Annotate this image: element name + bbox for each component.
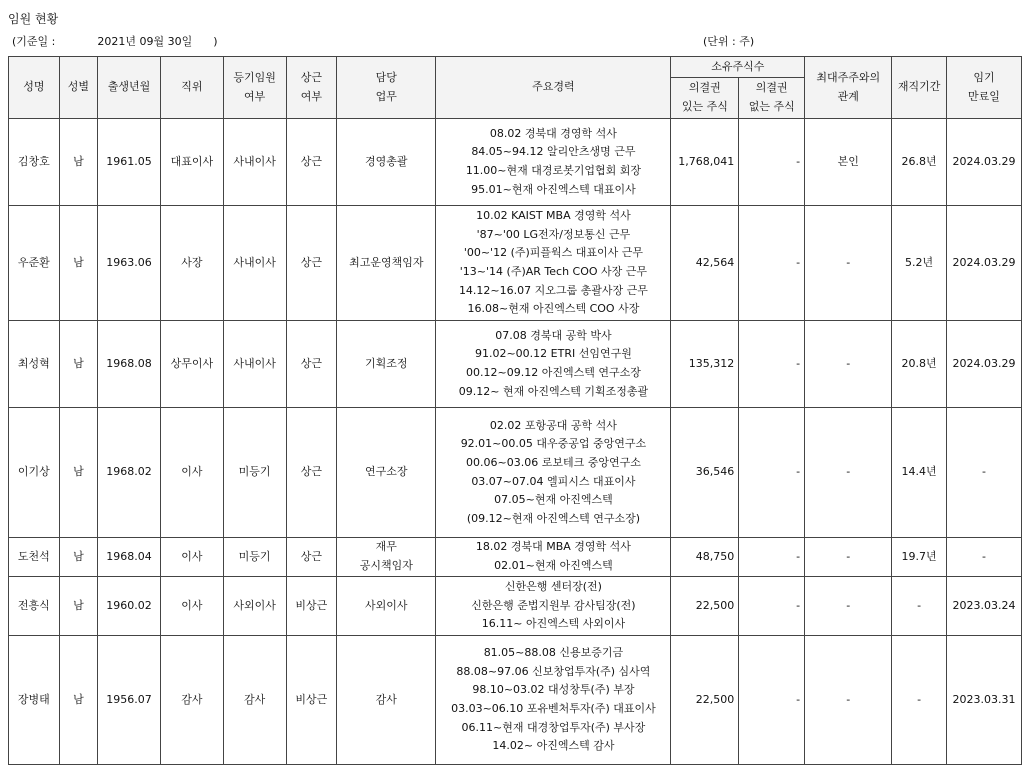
career-line: 84.05~94.12 알리안츠생명 근무	[471, 145, 636, 159]
career-line: 07.08 경북대 공학 박사	[495, 328, 612, 342]
cell-position: 이사	[160, 408, 223, 538]
cell-voting: 48,750	[671, 538, 739, 577]
career-line: 10.02 KAIST MBA 경영학 석사	[476, 209, 631, 223]
cell-nonvoting: -	[739, 408, 805, 538]
cell-fulltime: 상근	[286, 206, 337, 321]
cell-birth: 1963.06	[98, 206, 161, 321]
cell-duty	[337, 577, 436, 636]
cell-voting: 22,500	[671, 636, 739, 765]
basis-label: (기준일 :	[12, 35, 56, 48]
career-line: 07.05~현재 아진엑스텍	[494, 493, 613, 507]
cell-term-end: 2024.03.29	[946, 119, 1021, 206]
career-line: (09.12~현재 아진엑스텍 연구소장)	[466, 511, 640, 525]
career-line: 14.12~16.07 지오그룹 총괄사장 근무	[458, 283, 648, 297]
duty-line: 공시책임자	[359, 559, 413, 572]
cell-duty	[337, 321, 436, 408]
table-row	[9, 321, 1022, 408]
cell-name: 우준환	[9, 206, 60, 321]
career-line: 95.01~현재 아진엑스텍 대표이사	[471, 182, 636, 196]
header-registered: 등기임원 여부	[223, 57, 286, 119]
basis-date: 2021년 09월 30일	[97, 35, 193, 48]
cell-tenure: 19.7년	[892, 538, 947, 577]
table-body	[9, 119, 1022, 765]
cell-registered: 사외이사	[223, 577, 286, 636]
table-row	[9, 119, 1022, 206]
table-row	[9, 206, 1022, 321]
cell-birth: 1961.05	[98, 119, 161, 206]
duty-line: 감사	[375, 692, 397, 706]
cell-career	[436, 408, 671, 538]
basis-date-line	[12, 33, 217, 49]
cell-registered: 사내이사	[223, 206, 286, 321]
cell-duty	[337, 206, 436, 321]
cell-term-end: 2023.03.31	[946, 636, 1021, 765]
cell-name: 장병태	[9, 636, 60, 765]
cell-duty	[337, 636, 436, 765]
duty-line: 최고운영책임자	[349, 255, 424, 269]
cell-relation: 본인	[805, 119, 892, 206]
career-line: 91.02~00.12 ETRI 선임연구원	[474, 347, 632, 361]
cell-birth: 1968.08	[98, 321, 161, 408]
cell-career	[436, 119, 671, 206]
duty-line: 기획조정	[365, 356, 408, 370]
cell-nonvoting: -	[739, 321, 805, 408]
cell-career	[436, 206, 671, 321]
cell-registered: 사내이사	[223, 119, 286, 206]
header-term-end: 임기 만료일	[946, 57, 1021, 119]
cell-term-end: 2023.03.24	[946, 577, 1021, 636]
cell-relation: -	[805, 408, 892, 538]
cell-position: 이사	[160, 577, 223, 636]
unit-label: (단위 : 주)	[703, 35, 755, 48]
table-row	[9, 577, 1022, 636]
cell-gender: 남	[59, 119, 97, 206]
cell-birth: 1960.02	[98, 577, 161, 636]
career-line: 03.03~06.10 포유벤처투자(주) 대표이사	[451, 702, 656, 715]
table-row	[9, 538, 1022, 577]
career-line: 03.07~07.04 엘피시스 대표이사	[471, 474, 636, 488]
career-line: 18.02 경북대 MBA 경영학 석사	[475, 540, 631, 554]
header-career: 주요경력	[436, 57, 671, 119]
cell-gender: 남	[59, 321, 97, 408]
header-nonvoting-shares: 의결권 없는 주식	[739, 78, 805, 119]
cell-tenure: 5.2년	[892, 206, 947, 321]
cell-career	[436, 538, 671, 577]
cell-nonvoting: -	[739, 577, 805, 636]
cell-duty	[337, 538, 436, 577]
cell-term-end: -	[946, 408, 1021, 538]
header-gender: 성별	[59, 57, 97, 119]
career-line: 16.11~ 아진엑스텍 사외이사	[481, 617, 626, 631]
cell-career	[436, 636, 671, 765]
cell-gender: 남	[59, 408, 97, 538]
cell-birth: 1968.04	[98, 538, 161, 577]
cell-tenure: -	[892, 636, 947, 765]
cell-registered: 미등기	[223, 538, 286, 577]
career-line: 신한은행 센터장(전)	[504, 580, 602, 594]
career-line: '00~'12 (주)피플웍스 대표이사 근무	[463, 246, 644, 260]
cell-registered: 미등기	[223, 408, 286, 538]
career-line: 09.12~ 현재 아진엑스텍 기획조정총괄	[458, 384, 649, 398]
career-line: 06.11~현재 대경창업투자(주) 부사장	[461, 720, 646, 734]
executives-table	[8, 56, 1022, 765]
cell-voting: 42,564	[671, 206, 739, 321]
cell-tenure: -	[892, 577, 947, 636]
career-line: 81.05~88.08 신용보증기금	[483, 646, 624, 660]
cell-fulltime: 비상근	[286, 577, 337, 636]
cell-position: 이사	[160, 538, 223, 577]
header-tenure: 재직기간	[892, 57, 947, 119]
table-header	[9, 57, 1022, 119]
cell-nonvoting: -	[739, 119, 805, 206]
header-name: 성명	[9, 57, 60, 119]
cell-position: 사장	[160, 206, 223, 321]
career-line: '87~'00 LG전자/정보통신 근무	[476, 227, 631, 241]
career-line: 92.01~00.05 대우중공업 중앙연구소	[460, 437, 647, 451]
cell-nonvoting: -	[739, 538, 805, 577]
cell-duty	[337, 119, 436, 206]
cell-fulltime: 상근	[286, 538, 337, 577]
career-line: 16.08~현재 아진엑스텍 COO 사장	[467, 302, 640, 316]
career-line: 88.08~97.06 신보창업투자(주) 심사역	[456, 664, 651, 678]
cell-registered: 사내이사	[223, 321, 286, 408]
cell-gender: 남	[59, 538, 97, 577]
cell-term-end: -	[946, 538, 1021, 577]
cell-registered: 감사	[223, 636, 286, 765]
career-line: 00.12~09.12 아진엑스텍 연구소장	[466, 366, 641, 379]
cell-name: 이기상	[9, 408, 60, 538]
cell-voting: 135,312	[671, 321, 739, 408]
cell-name: 도천석	[9, 538, 60, 577]
cell-term-end: 2024.03.29	[946, 321, 1021, 408]
cell-relation: -	[805, 636, 892, 765]
section-title: 임원 현황	[8, 12, 59, 26]
cell-career	[436, 321, 671, 408]
cell-voting: 1,768,041	[671, 119, 739, 206]
cell-position: 상무이사	[160, 321, 223, 408]
cell-gender: 남	[59, 577, 97, 636]
career-line: 98.10~03.02 대성창투(주) 부장	[472, 683, 635, 697]
career-line: '13~'14 (주)AR Tech COO 사장 근무	[459, 265, 648, 278]
header-voting-shares: 의결권 있는 주식	[671, 78, 739, 119]
career-line: 02.01~현재 아진엑스텍	[494, 559, 613, 572]
basis-close: )	[213, 35, 218, 48]
cell-duty	[337, 408, 436, 538]
cell-relation: -	[805, 321, 892, 408]
header-fulltime: 상근 여부	[286, 57, 337, 119]
duty-line: 사외이사	[365, 598, 408, 612]
cell-position: 대표이사	[160, 119, 223, 206]
cell-relation: -	[805, 577, 892, 636]
duty-line: 경영총괄	[365, 154, 408, 168]
cell-name: 최성혁	[9, 321, 60, 408]
career-line: 신한은행 준법지원부 감사팀장(전)	[471, 598, 636, 612]
cell-term-end: 2024.03.29	[946, 206, 1021, 321]
table-row	[9, 636, 1022, 765]
cell-gender: 남	[59, 206, 97, 321]
cell-gender: 남	[59, 636, 97, 765]
cell-fulltime: 비상근	[286, 636, 337, 765]
duty-line: 재무	[375, 540, 397, 554]
cell-tenure: 26.8년	[892, 119, 947, 206]
cell-voting: 36,546	[671, 408, 739, 538]
header-relation: 최대주주와의 관계	[805, 57, 892, 119]
cell-fulltime: 상근	[286, 408, 337, 538]
cell-fulltime: 상근	[286, 321, 337, 408]
header-duty: 담당 업무	[337, 57, 436, 119]
duty-line: 연구소장	[365, 465, 408, 479]
cell-voting: 22,500	[671, 577, 739, 636]
cell-tenure: 20.8년	[892, 321, 947, 408]
career-line: 00.06~03.06 로보테크 중앙연구소	[466, 455, 641, 469]
table-row	[9, 408, 1022, 538]
cell-relation: -	[805, 538, 892, 577]
career-line: 14.02~ 아진엑스텍 감사	[492, 739, 615, 753]
cell-name: 김창호	[9, 119, 60, 206]
cell-career	[436, 577, 671, 636]
career-line: 11.00~현재 대경로봇기업협회 회장	[465, 164, 642, 177]
cell-name: 전흥식	[9, 577, 60, 636]
career-line: 08.02 경북대 경영학 석사	[489, 126, 617, 140]
cell-position: 감사	[160, 636, 223, 765]
career-line: 02.02 포항공대 공학 석사	[489, 418, 617, 432]
cell-fulltime: 상근	[286, 119, 337, 206]
cell-birth: 1968.02	[98, 408, 161, 538]
header-birth: 출생년월	[98, 57, 161, 119]
cell-tenure: 14.4년	[892, 408, 947, 538]
header-shares-group: 소유주식수	[671, 57, 805, 78]
header-position: 직위	[160, 57, 223, 119]
cell-birth: 1956.07	[98, 636, 161, 765]
cell-nonvoting: -	[739, 206, 805, 321]
cell-nonvoting: -	[739, 636, 805, 765]
cell-relation: -	[805, 206, 892, 321]
